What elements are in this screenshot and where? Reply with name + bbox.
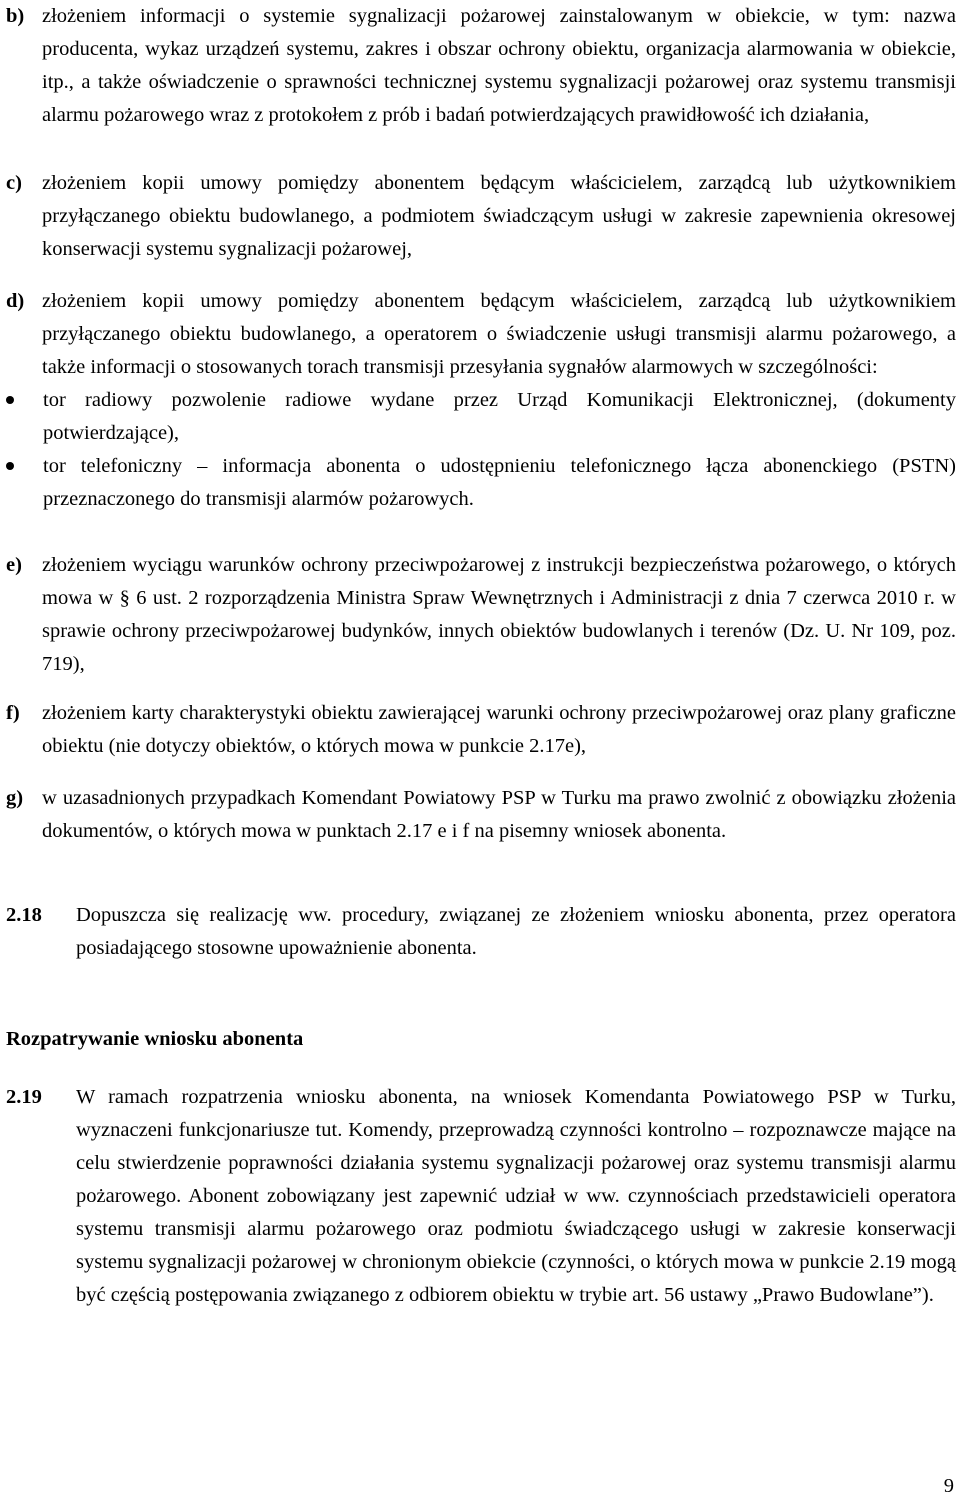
item-text: złożeniem karty charakterystyki obiektu zawierającej warunki ochrony przeciwpożarowej oraz plany graficzne obiektu (nie dotyczy obiektów, o których mowa w punkcie 2.17e),	[42, 702, 956, 757]
section-number: 2.18	[6, 904, 42, 926]
item-c	[6, 167, 956, 266]
item-label: g)	[6, 787, 24, 809]
item-text: złożeniem kopii umowy pomiędzy abonentem będącym właścicielem, zarządcą lub użytkownikiem przyłączanego obiektu budowlanego, a podmiotem świadczącym usługi w zakresie zapewnienia okresowej konserwacji systemu sygnalizacji pożarowej,	[42, 172, 956, 260]
item-label: e)	[6, 554, 22, 576]
section-text: W ramach rozpatrzenia wniosku abonenta, na wniosek Komendanta Powiatowego PSP w Turku, wyznaczeni funkcjonariusze tut. Komendy, przeprowadzą czynności kontrolno – rozpoznawcze mające na celu stwierdzenie poprawności działania systemu sygnalizacji pożarowej oraz systemu transmisji alarmu pożarowego. Abonent zobowiązany jest zapewnić udział w ww. czynnościach przedstawicieli operatora systemu transmisji alarmu pożarowego oraz podmiotu świadczącego usługi w zakresie konserwacji systemu sygnalizacji pożarowej w chronionym obiekcie (czynności, o których mowa w punkcie 2.19 mogą być częścią postępowania związanego z odbiorem obiektu w trybie art. 56 ustawy „Prawo Budowlane”).	[76, 1086, 956, 1306]
item-label: b)	[6, 5, 25, 27]
item-text: w uzasadnionych przypadkach Komendant Powiatowy PSP w Turku ma prawo zwolnić z obowiązku złożenia dokumentów, o których mowa w punktach 2.17 e i f na pisemny wniosek abonenta.	[42, 787, 956, 842]
bullet-item: tor radiowy pozwolenie radiowe wydane przez Urząd Komunikacji Elektronicznej, (dokumenty potwierdzające),	[6, 384, 956, 450]
item-d	[6, 285, 956, 516]
item-text: złożeniem kopii umowy pomiędzy abonentem będącym właścicielem, zarządcą lub użytkownikiem przyłączanego obiektu budowlanego, a operatorem o świadczenie usługi transmisji alarmu pożarowego, a także informacji o stosowanych torach transmisji przesyłania sygnałów alarmowych w szczególności:	[42, 290, 956, 378]
item-label: c)	[6, 172, 22, 194]
section-number: 2.19	[6, 1086, 42, 1108]
item-g	[6, 782, 956, 848]
item-label: f)	[6, 702, 20, 724]
item-text: złożeniem informacji o systemie sygnalizacji pożarowej zainstalowanym w obiekcie, w tym: nazwa producenta, wykaz urządzeń systemu, zakres i obszar ochrony obiektu, organizacja alarmowania w obiekcie, itp., a także oświadczenie o sprawności technicznej systemu sygnalizacji pożarowej oraz systemu transmisji alarmu pożarowego wraz z protokołem z prób i badań potwierdzających prawidłowość ich działania,	[42, 5, 956, 126]
section-text: Dopuszcza się realizację ww. procedury, związanej ze złożeniem wniosku abonenta, przez operatora posiadającego stosowne upoważnienie abonenta.	[76, 904, 956, 959]
section-heading: Rozpatrywanie wniosku abonenta	[6, 1028, 304, 1050]
item-e	[6, 549, 956, 681]
item-b	[6, 0, 956, 132]
page-number: 9	[943, 1475, 954, 1497]
item-f	[6, 697, 956, 763]
section-2-19	[6, 1081, 956, 1312]
bullet-list	[6, 384, 956, 516]
section-2-18	[6, 899, 956, 965]
bullet-item: tor telefoniczny – informacja abonenta o udostępnieniu telefonicznego łącza abonenckiego (PSTN) przeznaczonego do transmisji alarmów pożarowych.	[6, 450, 956, 516]
item-label: d)	[6, 290, 25, 312]
item-text: złożeniem wyciągu warunków ochrony przeciwpożarowej z instrukcji bezpieczeństwa pożarowego, o których mowa w § 6 ust. 2 rozporządzenia Ministra Spraw Wewnętrznych i Administracji z dnia 7 czerwca 2010 r. w sprawie ochrony przeciwpożarowej budynków, innych obiektów budowlanych i terenów (Dz. U. Nr 109, poz. 719),	[42, 554, 956, 675]
